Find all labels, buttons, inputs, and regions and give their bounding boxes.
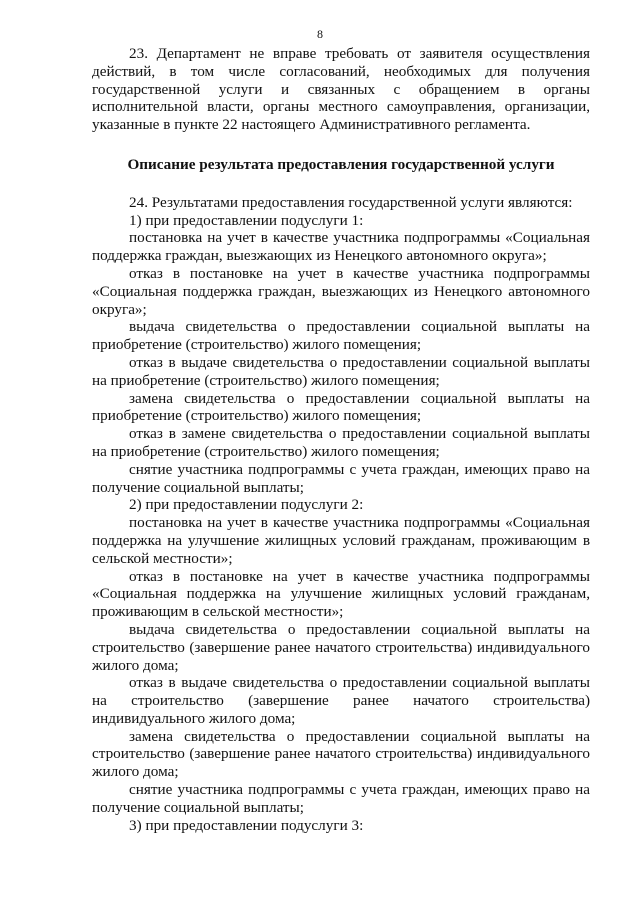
- list-item: замена свидетельства о предоставлении социальной выплаты на строительство (завершение ранее начатого строительства) индивидуального жилого дома;: [92, 727, 590, 781]
- list-item: снятие участника подпрограммы с учета граждан, имеющих право на получение социальной выплаты;: [92, 460, 590, 496]
- page-number: 8: [317, 27, 323, 41]
- list-item: выдача свидетельства о предоставлении социальной выплаты на приобретение (строительство) жилого помещения;: [92, 318, 590, 354]
- list-item: замена свидетельства о предоставлении социальной выплаты на приобретение (строительство) жилого помещения;: [92, 389, 590, 425]
- list-item: отказ в постановке на учет в качестве участника подпрограммы «Социальная поддержка на улучшение жилищных условий гражданам, проживающим в сельской местности»;: [92, 567, 590, 621]
- list-item: снятие участника подпрограммы с учета граждан, имеющих право на получение социальной выплаты;: [92, 781, 590, 816]
- list-item: постановка на учет в качестве участника подпрограммы «Социальная поддержка граждан, выезжающих из Ненецкого автономного округа»;: [92, 229, 590, 265]
- list-item: отказ в выдаче свидетельства о предоставлении социальной выплаты на приобретение (строительство) жилого помещения;: [92, 353, 590, 389]
- list-item: постановка на учет в качестве участника подпрограммы «Социальная поддержка на улучшение жилищных условий гражданам, проживающим в сельской местности»;: [92, 514, 590, 567]
- subservice-2-header: 2) при предоставлении подуслуги 2:: [129, 496, 364, 514]
- document-body: [92, 45, 590, 834]
- paragraph-23: 23. Департамент не вправе требовать от заявителя осуществления действий, в том числе согласований, необходимых для получения государственной услуги и связанных с обращением в органы исполнительной власти, органы местного самоуправления, организации, указанные в пункте 22 настоящего Административного регламента.: [92, 45, 590, 134]
- list-item: отказ в замене свидетельства о предоставлении социальной выплаты на приобретение (строительство) жилого помещения;: [92, 425, 590, 460]
- section-heading: Описание результата предоставления государственной услуги: [127, 155, 555, 173]
- list-item: отказ в постановке на учет в качестве участника подпрограммы «Социальная поддержка граждан, выезжающих из Ненецкого автономного округа»;: [92, 264, 590, 318]
- paragraph-24-intro: 24. Результатами предоставления государственной услуги являются:: [129, 193, 573, 211]
- subservice-1-header: 1) при предоставлении подуслуги 1:: [129, 211, 364, 229]
- list-item: выдача свидетельства о предоставлении социальной выплаты на строительство (завершение ранее начатого строительства) индивидуального жилого дома;: [92, 620, 590, 674]
- subservice-3-header: 3) при предоставлении подуслуги 3:: [129, 816, 364, 834]
- list-item: отказ в выдаче свидетельства о предоставлении социальной выплаты на строительство (завершение ранее начатого строительства) индивидуального жилого дома;: [92, 674, 590, 727]
